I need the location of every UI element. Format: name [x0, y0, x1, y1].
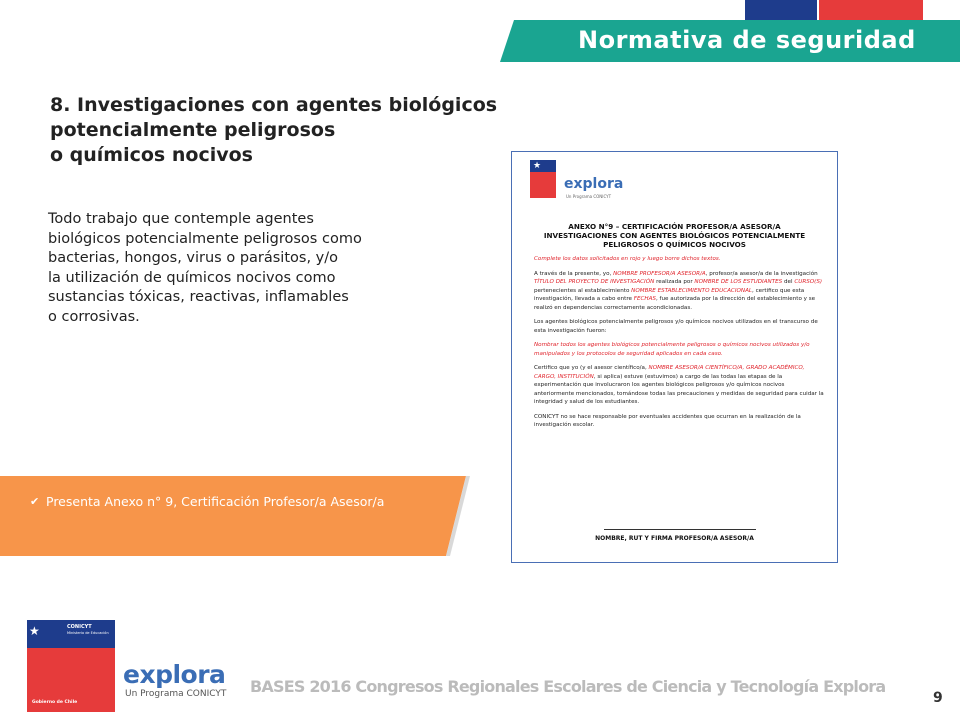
section-heading — [50, 93, 570, 168]
heading-line: o químicos nocivos — [50, 144, 253, 166]
check-icon: ✔ — [30, 495, 40, 508]
doc-paragraph: Los agentes biológicos potencialmente peligrosos y/o químicos nocivos utilizados en el transcurso de esta investigación fueron: — [534, 319, 818, 334]
heading-line: potencialmente peligrosos — [50, 119, 336, 141]
doc-paragraph: Nombrar todos los agentes biológicos potencialmente peligrosos o químicos nocivos utilizados y/o manipulados y los protocolos de seguridad aplicados en cada caso. — [534, 342, 810, 357]
signature-label: NOMBRE, RUT Y FIRMA PROFESOR/A ASESOR/A — [595, 535, 754, 542]
body-line: Todo trabajo que contemple agentes — [48, 211, 314, 227]
body-line: sustancias tóxicas, reactivas, inflamables — [48, 289, 349, 305]
top-flag-blue — [745, 0, 817, 22]
explora-footer-sub: Un Programa CONICYT — [125, 689, 227, 699]
explora-footer-logo: explora — [123, 660, 226, 689]
doc-paragraph: CONICYT no se hace responsable por eventuales accidentes que ocurran en la realización de la investigación escolar. — [534, 413, 801, 428]
explora-logo: explora — [564, 176, 624, 192]
callout-text: Presenta Anexo n° 9, Certificación Profesor/a Asesor/a — [46, 494, 385, 509]
callout-box — [0, 476, 470, 556]
doc-paragraph: Certifico que yo (y el asesor científico/a, NOMBRE ASESOR/A CIENTÍFICO/A, GRADO ACADÉMICO, CARGO, INSTITUCIÓN, si aplica) estuve (estuvimos) a cargo de las todas las etapas de la experimentación que involucraron los agentes biológicos peligrosos y/o químicos nocivos anteriormente mencionados, tomándose todas las precauciones y medidas de seguridad para cuidar la integridad y salud de los estudiantes. — [534, 365, 824, 405]
document-body — [534, 255, 826, 436]
doc-instructions: Complete los datos solicitados en rojo y luego borre dichos textos. — [534, 256, 721, 262]
page-number: 9 — [933, 690, 943, 706]
heading-line: 8. Investigaciones con agentes biológicos — [50, 94, 498, 116]
body-line: o corrosivas. — [48, 308, 140, 325]
document-title: ANEXO N°9 – CERTIFICACIÓN PROFESOR/A ASESOR/A INVESTIGACIONES CON AGENTES BIOLÓGICOS POTENCIALMENTE PELIGROSOS O QUÍMICOS NOCIVOS — [543, 222, 806, 249]
top-flag-red — [819, 0, 923, 22]
section-body — [48, 210, 408, 327]
body-line: bacterias, hongos, virus o parásitos, y/o — [48, 250, 339, 266]
annex-document-preview — [511, 151, 838, 563]
callout-bullet — [30, 494, 430, 510]
explora-sub: Un Programa CONICYT — [566, 194, 612, 199]
signature-line — [604, 529, 756, 530]
body-line: biológicos potencialmente peligrosos como — [48, 230, 362, 247]
page-title: Normativa de seguridad — [578, 26, 916, 54]
footer-text: BASES 2016 Congresos Regionales Escolares de Ciencia y Tecnología Explora — [250, 677, 886, 696]
body-line: la utilización de químicos nocivos como — [48, 269, 336, 286]
conicyt-gov-logo: ★ CONICYT Ministerio de Educación Gobierno de Chile — [27, 620, 115, 712]
doc-paragraph: A través de la presente, yo, NOMBRE PROFESOR/A ASESOR/A, profesor/a asesor/a de la investigación TÍTULO DEL PROYECTO DE INVESTIGACIÓN realizada por NOMBRE DE LOS ESTUDIANTES del CURSO(S) pertenecientes al establecimiento NOMBRE ESTABLECIMIENTO EDUCACIONAL, certifico que esta investigación, llevada a cabo entre FECHAS, fue autorizada por la dirección del establecimiento y se realizó en dependencias correctamente acondicionadas. — [534, 270, 823, 311]
star-icon: ★ — [29, 624, 40, 638]
chile-gov-logo: ★ — [530, 160, 556, 198]
